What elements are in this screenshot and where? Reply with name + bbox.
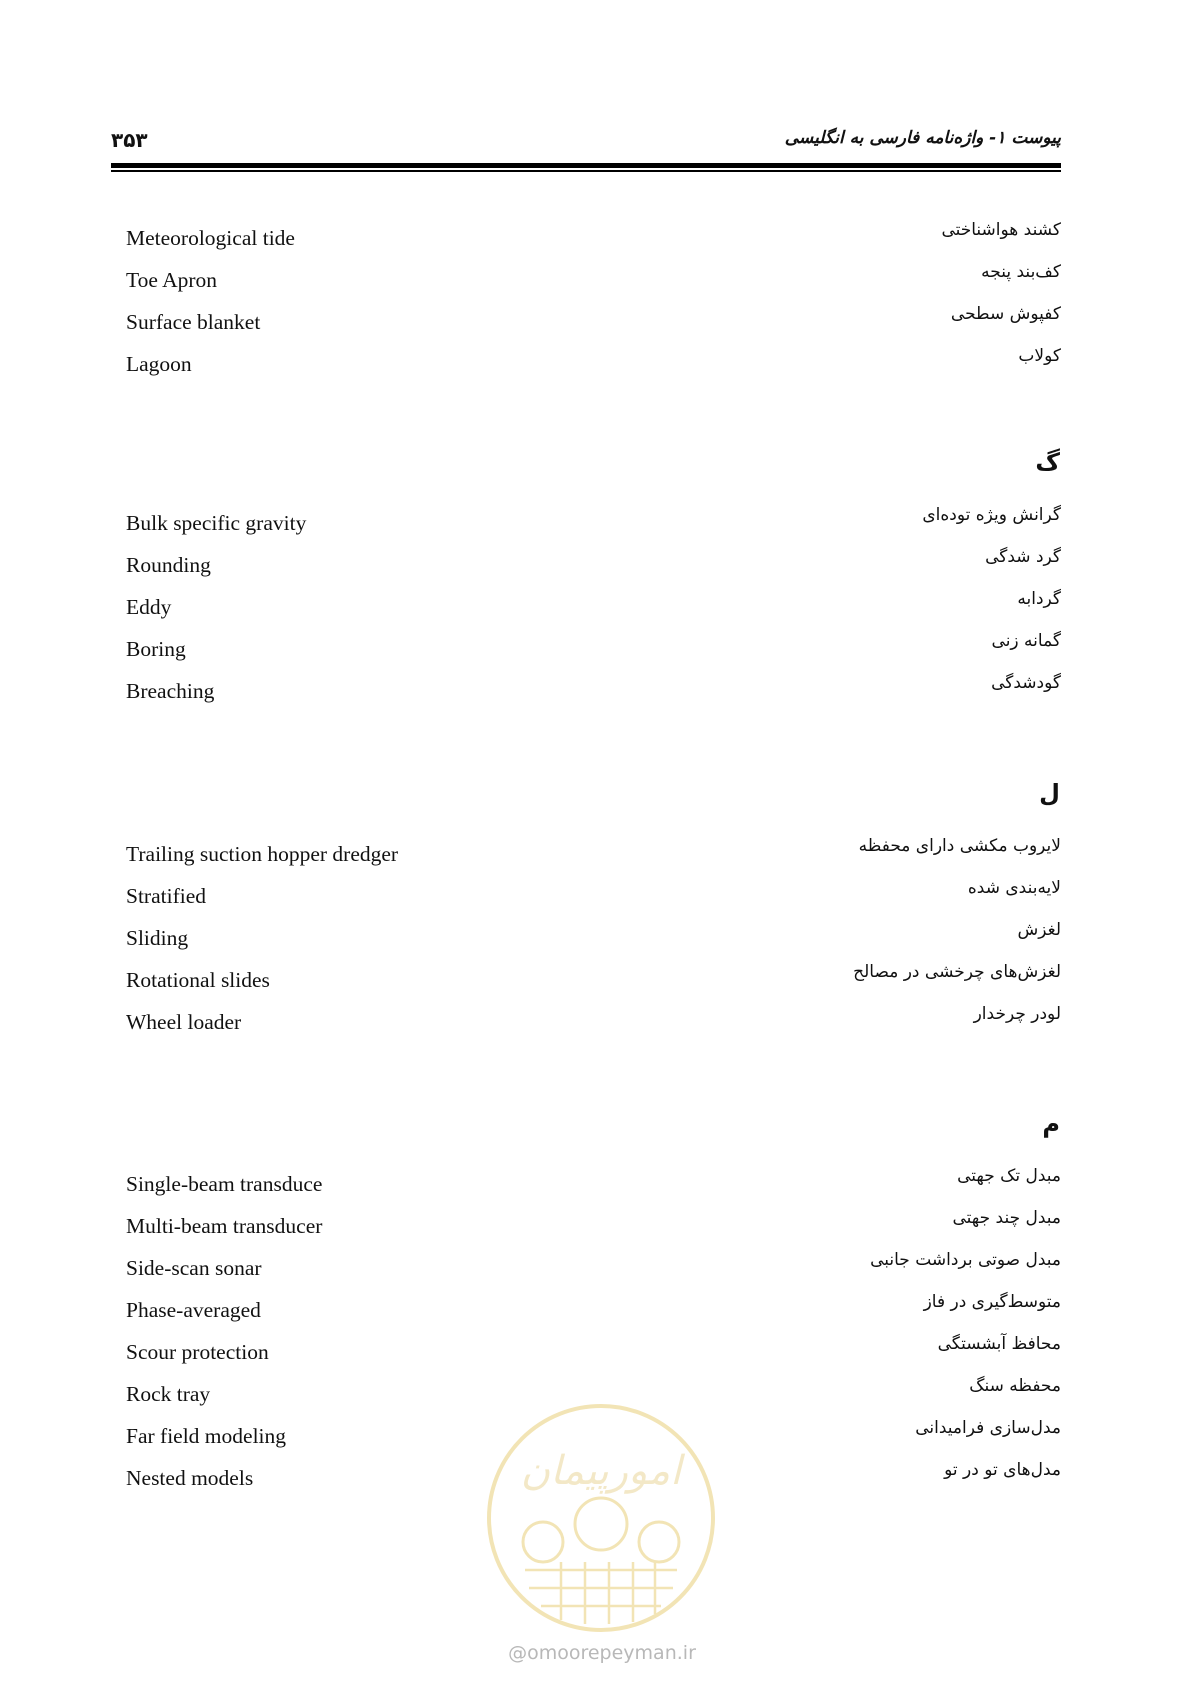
- glossary-row: [126, 836, 1061, 872]
- english-term: Single-beam transduce: [126, 1172, 323, 1196]
- english-term: Scour protection: [126, 1340, 269, 1364]
- glossary-row: [126, 920, 1061, 956]
- english-term: Sliding: [126, 926, 189, 950]
- persian-term: مبدل چند جهتی: [952, 1208, 1061, 1228]
- persian-term: گرد شدگی: [985, 547, 1061, 567]
- persian-term: کف‌بند پنجه: [981, 262, 1061, 282]
- english-term: Rock tray: [126, 1382, 211, 1406]
- english-term: Rotational slides: [126, 968, 270, 992]
- glossary-row: [126, 547, 1061, 583]
- persian-term: کولاب: [1018, 346, 1061, 366]
- persian-term: مدل‌های تو در تو: [944, 1460, 1061, 1480]
- english-term: Surface blanket: [126, 310, 261, 334]
- persian-term: مبدل تک جهتی: [957, 1166, 1061, 1186]
- glossary-row: [126, 1166, 1061, 1202]
- persian-term: مبدل صوتی برداشت جانبی: [870, 1250, 1061, 1270]
- glossary-row: [126, 1004, 1061, 1040]
- persian-term: گودشدگی: [991, 673, 1061, 693]
- glossary-row: [126, 262, 1061, 298]
- persian-term: متوسط‌گیری در فاز: [923, 1292, 1061, 1312]
- english-term: Side-scan sonar: [126, 1256, 262, 1280]
- persian-term: مدل‌سازی فرامیدانی: [915, 1418, 1061, 1438]
- glossary-row: [126, 673, 1061, 709]
- glossary-row: [126, 962, 1061, 998]
- section-letter: ل: [1039, 779, 1060, 807]
- english-term: Nested models: [126, 1466, 254, 1490]
- english-term: Eddy: [126, 595, 172, 619]
- section-letter: م: [1042, 1110, 1060, 1138]
- persian-term: محفظه سنگ: [969, 1376, 1061, 1396]
- english-term: Lagoon: [126, 352, 192, 376]
- glossary-row: [126, 589, 1061, 625]
- logo-ring: [489, 1406, 713, 1630]
- english-term: Meteorological tide: [126, 226, 295, 250]
- glossary-row: [126, 1334, 1061, 1370]
- persian-term: لغزش‌های چرخشی در مصالح: [853, 962, 1061, 982]
- running-title: پیوست ۱- واژه‌نامه فارسی به انگلیسی: [784, 128, 1061, 148]
- english-term: Bulk specific gravity: [126, 511, 307, 535]
- glossary-row: [126, 1208, 1061, 1244]
- page-header: [111, 128, 1061, 158]
- persian-term: گمانه زنی: [991, 631, 1061, 651]
- persian-term: گرانش ویژه توده‌ای: [922, 505, 1061, 525]
- english-term: Wheel loader: [126, 1010, 242, 1034]
- watermark-logo: [485, 1402, 717, 1634]
- glossary-row: [126, 220, 1061, 256]
- glossary-row: [126, 631, 1061, 667]
- persian-term: لغزش: [1017, 920, 1061, 940]
- watermark-site: @omoorepeyman.ir: [508, 1642, 696, 1664]
- glossary-row: [126, 505, 1061, 541]
- english-term: Boring: [126, 637, 186, 661]
- persian-term: محافظ آبشستگی: [937, 1334, 1061, 1354]
- persian-term: گردابه: [1017, 589, 1061, 609]
- page-number: ۳۵۳: [111, 128, 148, 152]
- english-term: Far field modeling: [126, 1424, 287, 1448]
- header-rule-thin: [111, 170, 1061, 172]
- english-term: Breaching: [126, 679, 215, 703]
- glossary-row: [126, 304, 1061, 340]
- persian-term: لایه‌بندی شده: [967, 878, 1061, 898]
- persian-term: لودر چرخدار: [973, 1004, 1061, 1024]
- glossary-row: [126, 1250, 1061, 1286]
- glossary-row: [126, 878, 1061, 914]
- glossary-row: [126, 346, 1061, 382]
- glossary-row: [126, 1292, 1061, 1328]
- english-term: Rounding: [126, 553, 211, 577]
- english-term: Phase-averaged: [126, 1298, 261, 1322]
- header-rule-thick: [111, 163, 1061, 168]
- persian-term: کشند هواشناختی: [941, 220, 1061, 240]
- logo-text: امورپیمان: [520, 1448, 682, 1494]
- english-term: Trailing suction hopper dredger: [126, 842, 399, 866]
- english-term: Multi-beam transducer: [126, 1214, 323, 1238]
- gears-icon: [523, 1498, 679, 1562]
- english-term: Toe Apron: [126, 268, 218, 292]
- persian-term: کفپوش سطحی: [950, 304, 1061, 324]
- section-letter: گ: [1035, 448, 1060, 476]
- persian-term: لایروب مکشی دارای محفظه: [858, 836, 1061, 856]
- english-term: Stratified: [126, 884, 207, 908]
